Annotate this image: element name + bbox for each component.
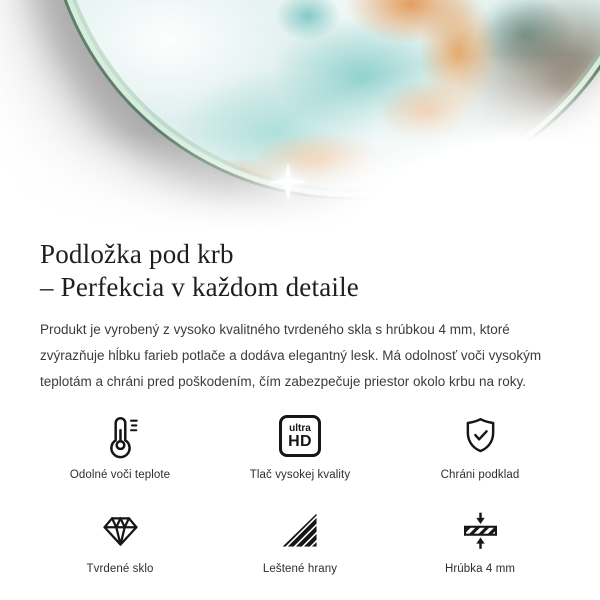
product-info-section (0, 232, 600, 395)
feature-label: Odolné voči teplote (69, 469, 171, 481)
feature-protects-floor (390, 412, 570, 481)
ultra-hd-badge-bottom: HD (288, 432, 312, 450)
feature-polished-edges (210, 506, 390, 575)
feature-heat-resistant (30, 412, 210, 481)
ultra-hd-badge (279, 415, 321, 457)
page-title-line2: – Perfekcia v každom detaile (40, 272, 359, 302)
feature-print-quality (210, 412, 390, 481)
diamond-icon (98, 506, 143, 554)
ultra-hd-badge-top: ultra (289, 422, 311, 434)
ultra-hd-icon (279, 412, 321, 460)
glass-disc-marble-photo (45, 0, 600, 200)
feature-label: Tlač vysokej kvality (249, 469, 351, 481)
sparkle-glint-icon (266, 160, 310, 204)
page-title (40, 238, 560, 304)
hero-image (0, 0, 600, 232)
feature-label: Leštené hrany (262, 563, 338, 575)
shield-check-icon (458, 412, 503, 460)
feature-label: Hrúbka 4 mm (444, 563, 516, 575)
feature-grid (0, 412, 600, 575)
thickness-icon (458, 506, 503, 554)
page-title-line1: Podložka pod krb (40, 239, 234, 269)
feature-label: Tvrdené sklo (86, 563, 154, 575)
feature-label: Chráni podklad (440, 469, 520, 481)
feature-tempered-glass (30, 506, 210, 575)
feature-thickness (390, 506, 570, 575)
product-description: Produkt je vyrobený z vysoko kvalitného tvrdeného skla s hrúbkou 4 mm, ktoré zvýrazňuje hĺbku farieb potlače a dodáva elegantný lesk. Má odolnosť voči vysokým teplotám a chráni pred poškodením, čím zabezpečuje priestor okolo krbu na roky. (40, 322, 542, 389)
thermometer-icon (97, 412, 143, 460)
polished-edges-icon (279, 506, 322, 554)
